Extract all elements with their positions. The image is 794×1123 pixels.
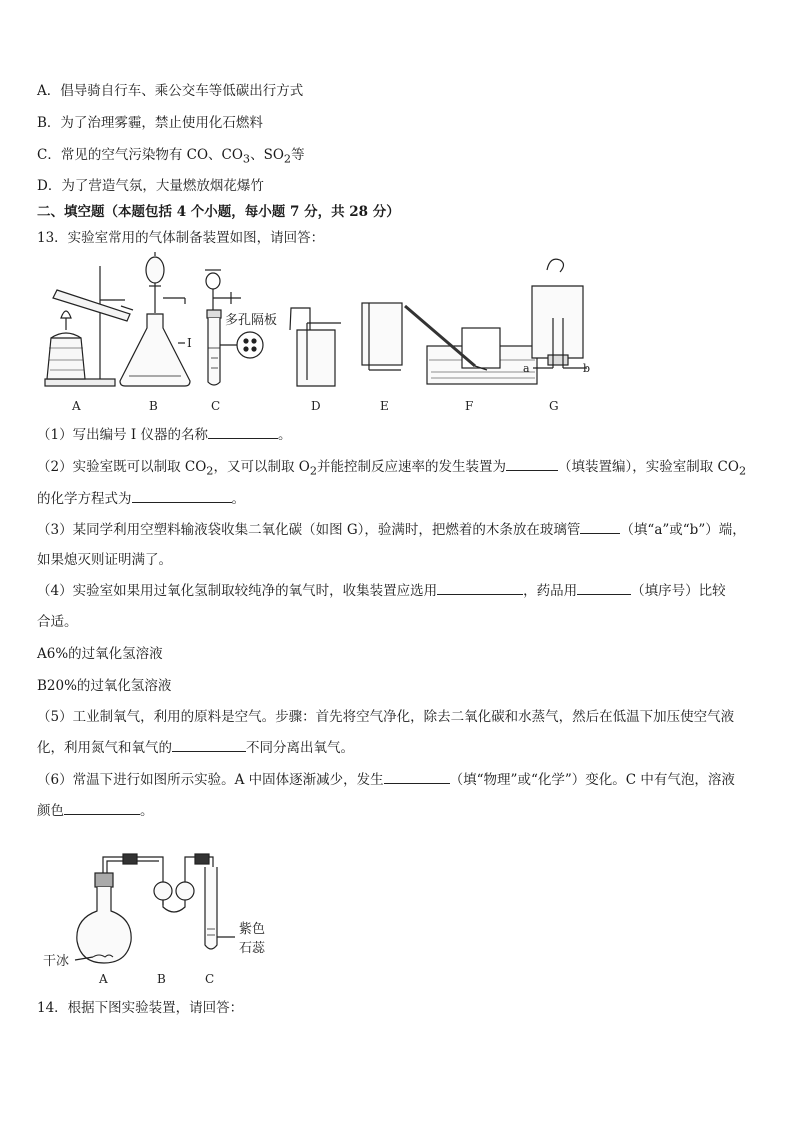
- q13-part2-c: 并能控制反应速率的发生装置为: [316, 459, 506, 475]
- answer-blank-1[interactable]: [208, 426, 278, 439]
- q13-part2-a: （2）实验室既可以制取 CO: [37, 459, 207, 475]
- option-c: [37, 146, 305, 169]
- answer-blank-5[interactable]: [437, 582, 523, 595]
- answer-blank-3[interactable]: [132, 490, 232, 503]
- q13-option-b: B20%的过氧化氢溶液: [37, 678, 172, 694]
- q13-part5-b: 不同分离出氧气。: [246, 740, 354, 756]
- answer-blank-2[interactable]: [506, 458, 558, 471]
- answer-blank-6[interactable]: [577, 582, 631, 595]
- q13-part2-line1: [37, 458, 746, 481]
- option-c-mid: 、SO: [250, 147, 284, 163]
- apparatus-d-drawing: [290, 308, 341, 386]
- apparatus-e-drawing: [362, 303, 402, 370]
- instrument-i-label: I: [187, 336, 192, 350]
- q13-part4-b: ，药品用: [523, 583, 578, 599]
- q13-part1-end: 。: [278, 427, 292, 443]
- q13-part3-b: （填“a”或“b”）端，: [620, 522, 746, 538]
- q13-part6-a: （6）常温下进行如图所示实验。A 中固体逐渐减少，发生: [37, 772, 384, 788]
- port-b-label: b: [583, 362, 591, 375]
- q13-option-a: A6%的过氧化氢溶液: [37, 646, 163, 662]
- port-a-label: a: [523, 362, 530, 375]
- q13-part2-sub3: 2: [738, 464, 747, 478]
- q13-part6-line1: [37, 771, 735, 789]
- answer-blank-8[interactable]: [384, 771, 450, 784]
- section-heading: 二、填空题（本题包括 4 个小题，每小题 7 分，共 28 分）: [37, 204, 400, 220]
- option-d: D．为了营造气氛，大量燃放烟花爆竹: [37, 178, 264, 194]
- q13-part6-l2end: 。: [140, 803, 154, 819]
- dry-ice-figure: [35, 845, 285, 990]
- q13-part3-a: （3）某同学利用空塑料输液袋收集二氧化碳（如图 G），验满时，把燃着的木条放在玻璃管: [37, 522, 581, 538]
- q13-part5-a: 化，利用氮气和氧气的: [37, 740, 172, 756]
- fig2-label-c: C: [205, 972, 215, 986]
- q13-part2-line2: [37, 490, 245, 508]
- q13-part2-sub1: 2: [206, 464, 214, 478]
- fig1-label-a: A: [72, 399, 81, 413]
- q14-stem: 14．根据下图实验装置，请回答：: [37, 1000, 244, 1016]
- q13-part4-a: （4）实验室如果用过氧化氢制取较纯净的氧气时，收集装置应选用: [37, 583, 438, 599]
- option-b: B．为了治理雾霾，禁止使用化石燃料: [37, 115, 263, 131]
- q13-part6-b: （填“物理”或“化学”）变化。C 中有气泡，溶液: [449, 772, 735, 788]
- q13-part3-line1: [37, 521, 746, 539]
- litmus-label-1: 紫色: [239, 922, 266, 937]
- apparatus-f-drawing: [405, 306, 537, 384]
- q13-part4-line1: [37, 582, 726, 600]
- option-c-sub1: 3: [242, 152, 251, 166]
- porous-plate-label: 多孔隔板: [225, 313, 278, 328]
- apparatus-figure: [35, 248, 605, 418]
- q13-part2-l2end: 。: [231, 491, 245, 507]
- q13-part6-l2a: 颜色: [37, 803, 64, 819]
- option-c-sub2: 2: [283, 152, 292, 166]
- fig1-label-e: E: [380, 399, 389, 413]
- q13-part2-l2a: 的化学方程式为: [37, 491, 132, 507]
- option-a: A．倡导骑自行车、乘公交车等低碳出行方式: [37, 83, 304, 99]
- q13-part1-text: （1）写出编号 I 仪器的名称: [37, 427, 209, 443]
- fig1-label-f: F: [465, 399, 474, 413]
- apparatus-a-drawing: [45, 266, 133, 386]
- apparatus-b-drawing: [120, 252, 190, 386]
- option-c-text: C．常见的空气污染物有 CO、CO: [37, 147, 243, 163]
- answer-blank-9[interactable]: [64, 802, 140, 815]
- q13-part2-sub2: 2: [309, 464, 317, 478]
- answer-blank-7[interactable]: [172, 739, 246, 752]
- q13-part5-line1: （5）工业制氧气，利用的原料是空气。步骤：首先将空气净化，除去二氧化碳和水蒸气，然后在低温下加压使空气液: [37, 709, 735, 725]
- q13-stem: 13．实验室常用的气体制备装置如图，请回答：: [37, 230, 325, 246]
- fig1-label-b: B: [149, 399, 158, 413]
- q13-part2-d: （填装置编），实验室制取 CO: [557, 459, 739, 475]
- q13-part1: [37, 426, 292, 444]
- apparatus-g-drawing: [532, 259, 587, 368]
- fig1-label-g: G: [549, 399, 559, 413]
- fig2-label-a: A: [99, 972, 108, 986]
- fig1-label-d: D: [311, 399, 321, 413]
- answer-blank-4[interactable]: [580, 521, 620, 534]
- q13-part5-line2: [37, 739, 354, 757]
- dry-ice-label: 干冰: [43, 954, 70, 969]
- q13-part4-line2: 合适。: [37, 614, 78, 630]
- fig2-label-b: B: [157, 972, 166, 986]
- q13-part2-b: ，又可以制取 O: [213, 459, 310, 475]
- q13-part4-c: （填序号）比较: [631, 583, 726, 599]
- litmus-label-2: 石蕊: [239, 941, 266, 956]
- q13-part3-line2: 如果熄灭则证明满了。: [37, 552, 172, 568]
- fig1-label-c: C: [211, 399, 221, 413]
- q13-part6-line2: [37, 802, 154, 820]
- option-c-post: 等: [291, 147, 305, 163]
